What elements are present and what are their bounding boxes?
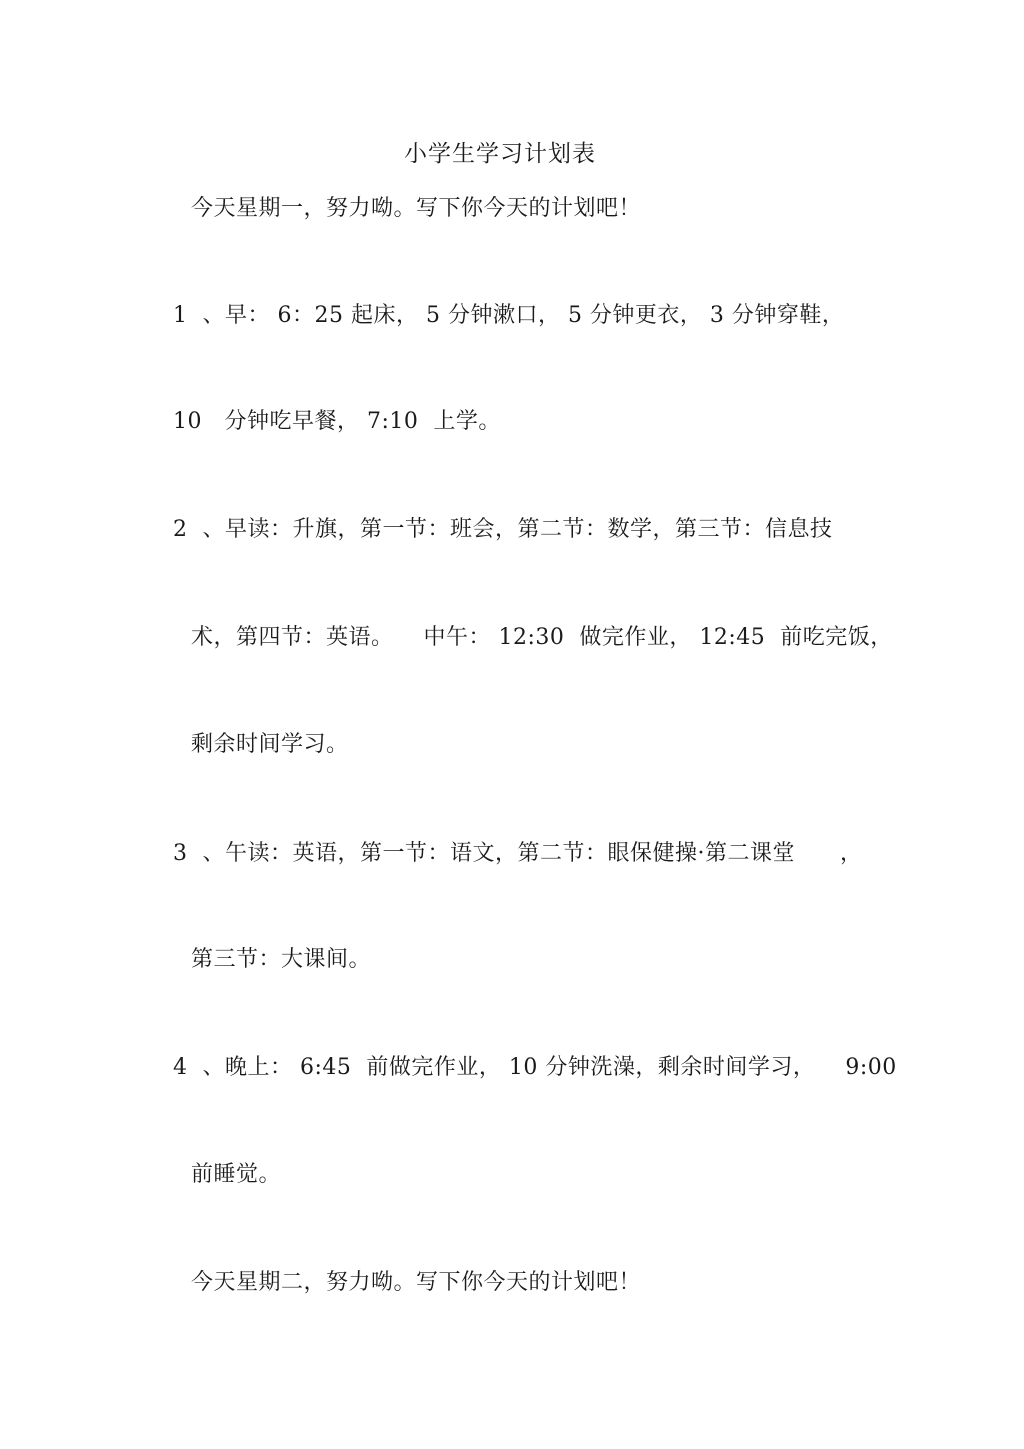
plan-item-3-line-2: 第三节：大课间。 — [191, 947, 372, 972]
plan-item-1-line-1: 1 、早： 6：25 起床， 5 分钟漱口， 5 分钟更衣， 3 分钟穿鞋， — [173, 303, 845, 328]
plan-item-1-line-2: 10 分钟吃早餐， 7:10 上学。 — [173, 409, 501, 434]
plan-item-2-line-1: 2 、早读：升旗，第一节：班会，第二节：数学，第三节：信息技 — [173, 517, 833, 542]
monday-intro: 今天星期一，努力呦。写下你今天的计划吧！ — [191, 196, 642, 221]
plan-item-4-line-1: 4 、晚上： 6:45 前做完作业， 10 分钟洗澡，剩余时间学习， 9:00 — [173, 1055, 897, 1080]
plan-item-2-line-2: 术，第四节：英语。 中午： 12:30 做完作业， 12:45 前吃完饭， — [191, 625, 893, 650]
tuesday-intro: 今天星期二，努力呦。写下你今天的计划吧！ — [191, 1270, 642, 1295]
plan-item-4-line-2: 前睡觉。 — [191, 1162, 282, 1187]
plan-item-3-line-1: 3 、午读：英语，第一节：语文，第二节：眼保健操·第二课堂 ， — [173, 841, 863, 866]
page-title: 小学生学习计划表 — [404, 141, 596, 167]
plan-item-2-line-3: 剩余时间学习。 — [191, 732, 349, 757]
